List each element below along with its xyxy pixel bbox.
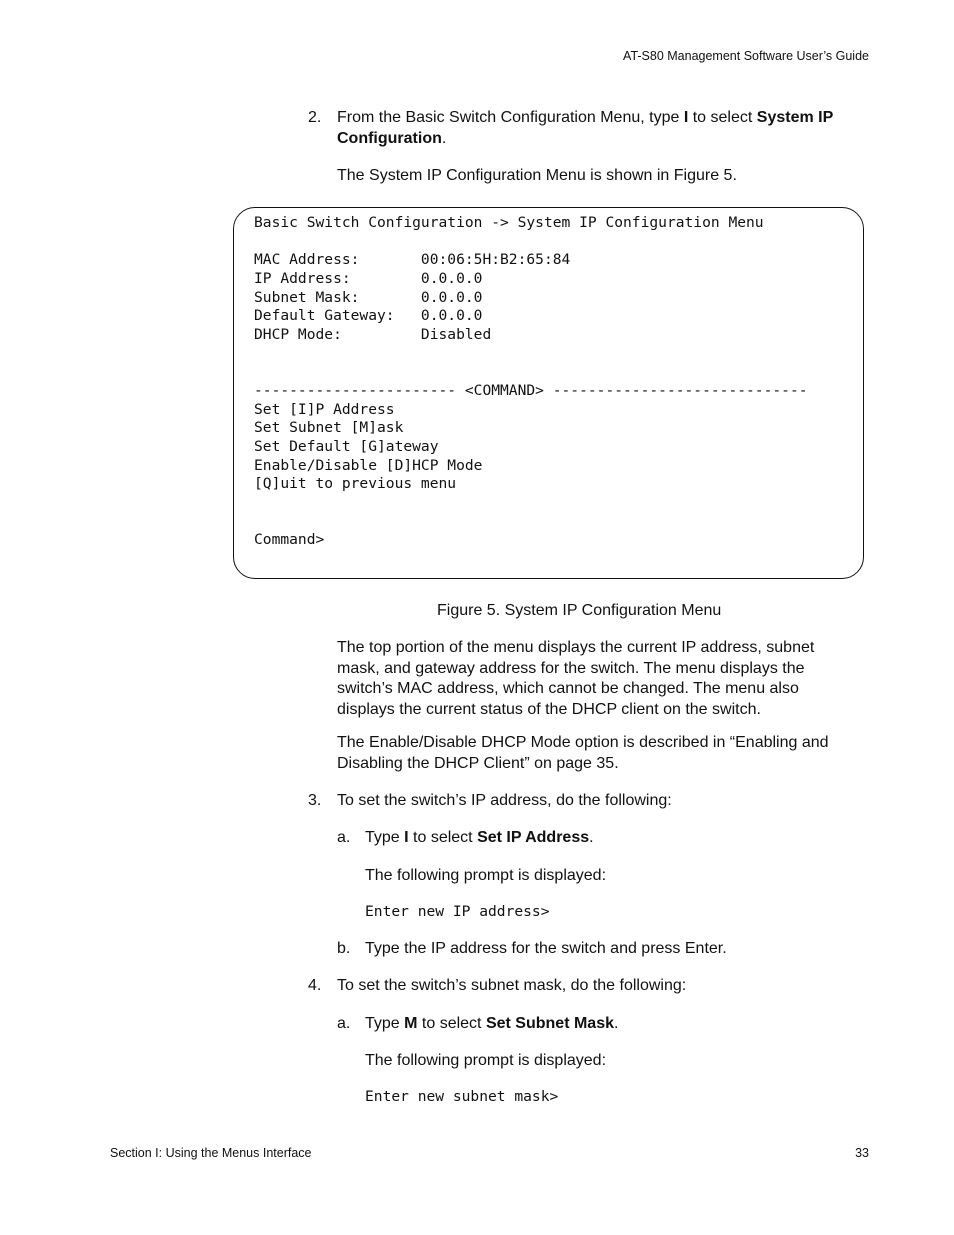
terminal-line: MAC Address: 00:06:5H:B2:65:84 xyxy=(254,251,571,269)
step-4a-text xyxy=(365,1014,618,1035)
terminal-line: Subnet Mask: 0.0.0.0 xyxy=(254,288,483,306)
step-2-number: 2. xyxy=(308,109,322,126)
step-3b-text: Type the IP address for the switch and press Enter. xyxy=(365,940,727,957)
step-3-text: To set the switch’s IP address, do the following: xyxy=(337,792,672,809)
footer-section-title: Section I: Using the Menus Interface xyxy=(110,1146,312,1160)
step-4a-bold: Set Subnet Mask xyxy=(485,1015,614,1032)
figure-caption: Figure 5. System IP Configuration Menu xyxy=(437,602,722,619)
step-2-text-pre: From the Basic Switch Configuration Menu, type xyxy=(337,109,684,126)
paragraph-line: Disabling the DHCP Client” on page 35. xyxy=(337,754,619,772)
step-2-bold-1: System IP xyxy=(756,109,834,126)
step-3a-text xyxy=(365,828,594,849)
terminal-screen-text xyxy=(254,214,808,550)
step-3a-post: . xyxy=(589,829,594,846)
step-3a-pre: Type xyxy=(365,829,405,846)
step-2-text-post: . xyxy=(441,129,447,147)
terminal-line: ----------------------- <COMMAND> ----------------------------- xyxy=(254,381,808,399)
step-4a-post: . xyxy=(613,1015,619,1032)
paragraph-menu-description xyxy=(337,638,877,720)
step-4a-pre: Type xyxy=(365,1015,405,1032)
terminal-line: Default Gateway: 0.0.0.0 xyxy=(254,307,483,325)
step-4a-letter: a. xyxy=(337,1015,351,1032)
terminal-line: DHCP Mode: Disabled xyxy=(254,325,492,343)
paragraph-line: The top portion of the menu displays the current IP address, subnet xyxy=(337,639,815,656)
step-3-number: 3. xyxy=(308,792,322,809)
terminal-line: Set Subnet [M]ask xyxy=(254,419,404,437)
terminal-line: Set [I]P Address xyxy=(254,400,395,418)
terminal-line: Basic Switch Configuration -> System IP Configuration Menu xyxy=(254,214,764,231)
terminal-line: [Q]uit to previous menu xyxy=(254,475,457,493)
step-4a-mid: to select xyxy=(417,1015,486,1032)
terminal-line: Command> xyxy=(254,531,325,549)
step-4-text: To set the switch’s subnet mask, do the following: xyxy=(337,977,687,994)
step-4a-prompt: Enter new subnet mask> xyxy=(365,1088,559,1105)
paragraph-line: mask, and gateway address for the switch. The menu displays the xyxy=(337,659,805,677)
paragraph-line: The Enable/Disable DHCP Mode option is described in “Enabling and xyxy=(337,734,829,751)
step-3b-letter: b. xyxy=(337,940,351,957)
step-4a-prompt-note: The following prompt is displayed: xyxy=(365,1052,607,1069)
step-2-bold-2: Configuration xyxy=(337,129,442,147)
step-3a-key: I xyxy=(404,829,409,846)
footer-page-number: 33 xyxy=(855,1146,869,1160)
paragraph-dhcp-reference xyxy=(337,733,877,774)
step-4-number: 4. xyxy=(308,977,322,994)
terminal-line: Enable/Disable [D]HCP Mode xyxy=(254,456,483,474)
step-2-text xyxy=(337,108,877,149)
step-3a-bold: Set IP Address xyxy=(477,829,590,846)
paragraph-line: switch’s MAC address, which cannot be changed. The menu also xyxy=(337,680,799,697)
terminal-line: IP Address: 0.0.0.0 xyxy=(254,269,483,287)
step-2-text-mid: to select xyxy=(688,109,757,126)
step-3a-letter: a. xyxy=(337,829,351,846)
step-2-note: The System IP Configuration Menu is shown in Figure 5. xyxy=(337,167,737,184)
step-3a-prompt-note: The following prompt is displayed: xyxy=(365,867,607,884)
terminal-line: Set Default [G]ateway xyxy=(254,437,439,455)
step-4a-key: M xyxy=(404,1015,418,1032)
paragraph-line: displays the current status of the DHCP client on the switch. xyxy=(337,700,761,718)
step-3a-prompt: Enter new IP address> xyxy=(365,903,550,920)
step-3a-mid: to select xyxy=(408,829,478,846)
step-2-key: I xyxy=(683,109,689,126)
running-header-title: AT-S80 Management Software User’s Guide xyxy=(623,49,869,63)
